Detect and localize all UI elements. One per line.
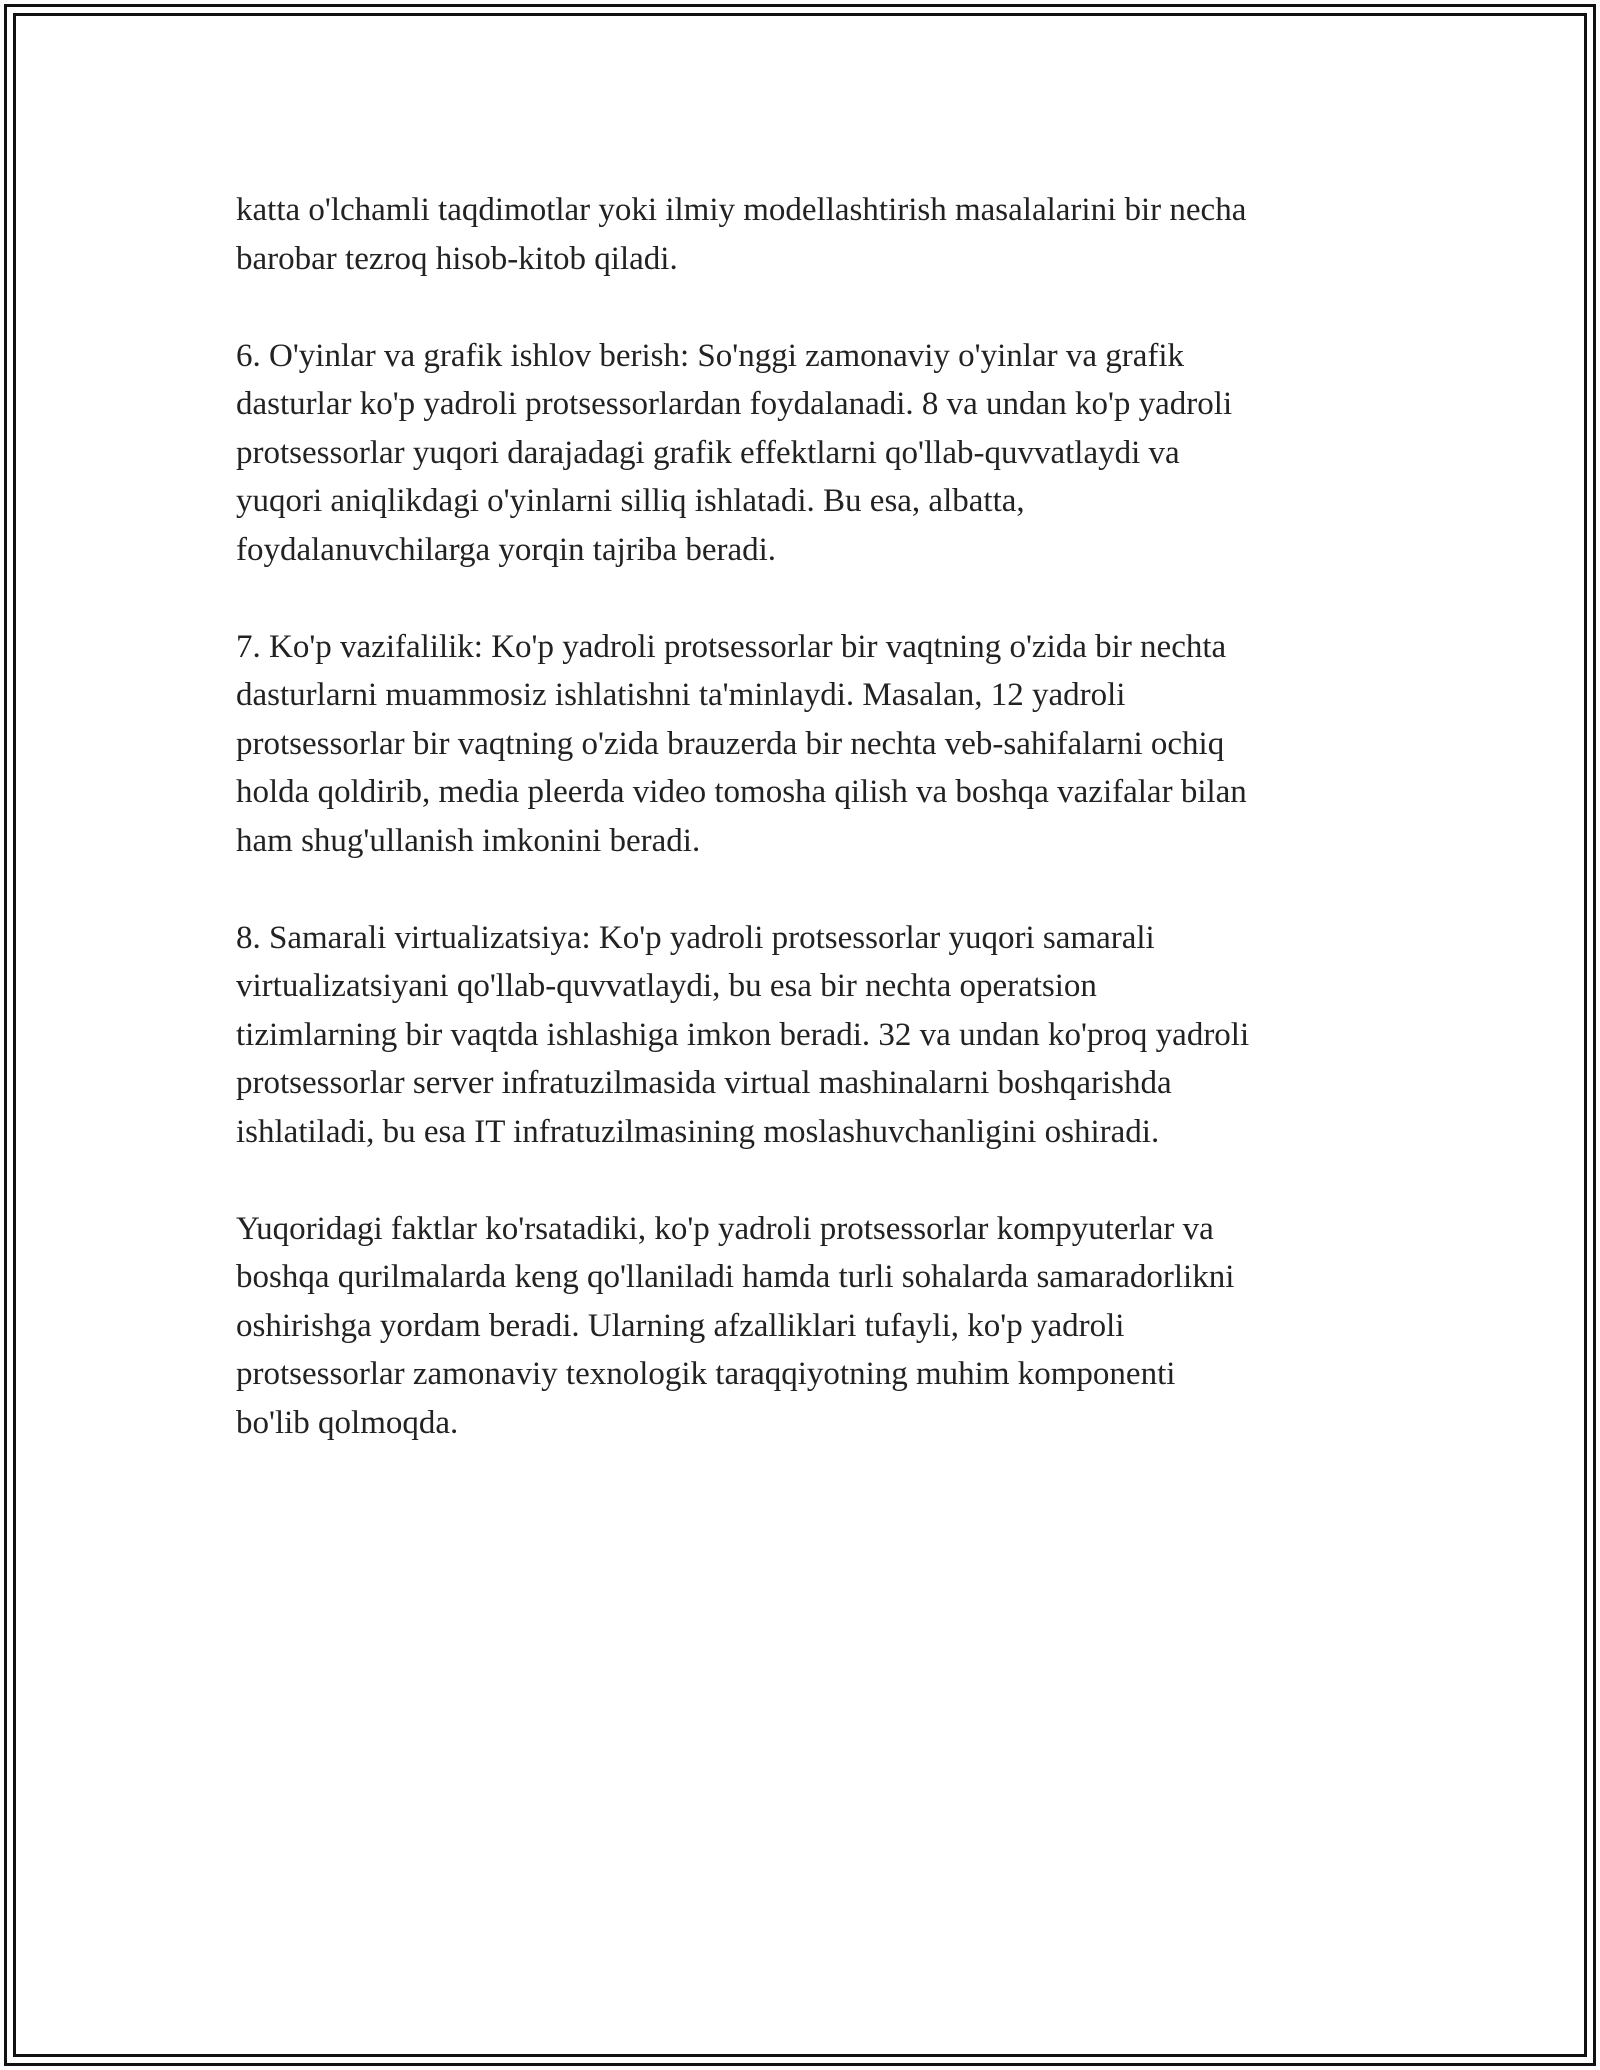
- paragraph-conclusion: Yuqoridagi faktlar ko'rsatadiki, ko'p yadroli protsessorlar kompyuterlar va boshqa qurilmalarda keng qo'llaniladi hamda turli sohalarda samaradorlikni oshirishga yordam beradi. Ularning afzalliklari tufayli, ko'p yadroli protsessorlar zamonaviy texnologik taraqqiyotning muhim komponenti bo'lib qolmoqda.: [236, 1210, 1235, 1441]
- document-body: [236, 186, 1366, 1496]
- paragraph-multitasking: 7. Ko'p vazifalilik: Ko'p yadroli protsessorlar bir vaqtning o'zida bir nechta dasturlarni muammosiz ishlatishni ta'minlaydi. Masalan, 12 yadroli protsessorlar bir vaqtning o'zida brauzerda bir nechta veb-sahifalarni ochiq holda qoldirib, media pleerda video tomosha qilish va boshqa vazifalar bilan ham shug'ullanish imkonini beradi.: [236, 628, 1247, 859]
- paragraph-games-graphics: 6. O'yinlar va grafik ishlov berish: So'nggi zamonaviy o'yinlar va grafik dasturlar ko'p yadroli protsessorlardan foydalanadi. 8 va undan ko'p yadroli protsessorlar yuqori darajadagi grafik effektlarni qo'llab-quvvatlaydi va yuqori aniqlikdagi o'yinlarni silliq ishlatadi. Bu esa, albatta, foydalanuvchilarga yorqin tajriba beradi.: [236, 337, 1233, 568]
- paragraph-continuation: katta o'lchamli taqdimotlar yoki ilmiy modellashtirish masalalarini bir necha barobar tezroq hisob-kitob qiladi.: [236, 192, 1247, 277]
- paragraph-virtualization: 8. Samarali virtualizatsiya: Ko'p yadroli protsessorlar yuqori samarali virtualizatsiyani qo'llab-quvvatlaydi, bu esa bir nechta operatsion tizimlarning bir vaqtda ishlashiga imkon beradi. 32 va undan ko'proq yadroli protsessorlar server infratuzilmasida virtual mashinalarni boshqarishda ishlatiladi, bu esa IT infratuzilmasining moslashuvchanligini oshiradi.: [236, 919, 1250, 1150]
